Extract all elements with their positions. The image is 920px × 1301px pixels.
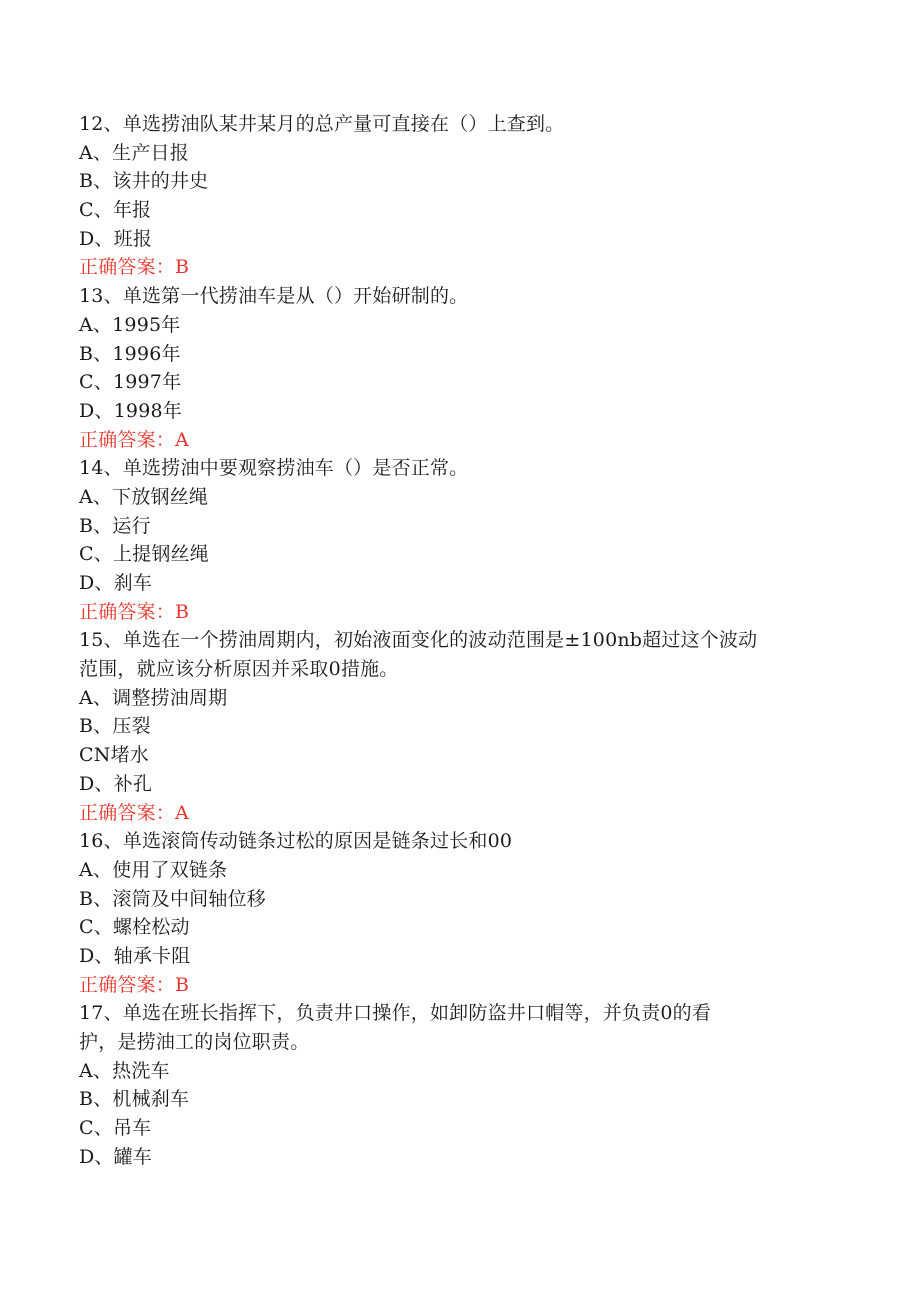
option-c: C、1997年 bbox=[79, 371, 182, 394]
option-b: B、滚筒及中间轴位移 bbox=[79, 887, 266, 910]
option-d: D、罐车 bbox=[79, 1145, 153, 1168]
question-17 bbox=[79, 999, 849, 1171]
option-b: B、1996年 bbox=[79, 342, 181, 365]
option-d: D、班报 bbox=[79, 227, 153, 250]
correct-answer: 正确答案：A bbox=[79, 428, 189, 451]
question-stem: 13、单选第一代捞油车是从（）开始研制的。 bbox=[79, 285, 469, 308]
question-stem-line-1: 17、单选在班长指挥下，负责井口操作，如卸防盗井口帽等，并负责0的看 bbox=[79, 1002, 712, 1025]
option-a: A、生产日报 bbox=[79, 141, 189, 164]
correct-answer: 正确答案：A bbox=[79, 801, 189, 824]
option-c: C、上提钢丝绳 bbox=[79, 543, 209, 566]
option-b: B、该井的井史 bbox=[79, 170, 209, 193]
option-d: D、刹车 bbox=[79, 572, 153, 594]
question-stem: 16、单选滚筒传动链条过松的原因是链条过长和00 bbox=[79, 830, 513, 853]
question-document bbox=[79, 110, 849, 1171]
option-d: D、补孔 bbox=[79, 772, 153, 795]
option-a: A、热洗车 bbox=[79, 1059, 170, 1082]
option-d: D、轴承卡阻 bbox=[79, 944, 191, 967]
option-c: C、年报 bbox=[79, 199, 152, 222]
option-d: D、1998年 bbox=[79, 399, 182, 422]
question-stem: 14、单选捞油中要观察捞油车（）是否正常。 bbox=[79, 457, 469, 480]
question-14 bbox=[79, 454, 849, 626]
correct-answer: 正确答案：B bbox=[79, 256, 190, 279]
option-a: A、使用了双链条 bbox=[79, 858, 228, 881]
question-16 bbox=[79, 827, 849, 999]
option-a: A、下放钢丝绳 bbox=[79, 485, 209, 508]
question-12 bbox=[79, 110, 849, 282]
option-b: B、压裂 bbox=[79, 715, 151, 738]
option-c: CN堵水 bbox=[79, 744, 149, 767]
correct-answer: 正确答案：B bbox=[79, 973, 190, 996]
option-b: B、机械刹车 bbox=[79, 1088, 190, 1111]
option-b: B、运行 bbox=[79, 514, 151, 537]
option-c: C、螺栓松动 bbox=[79, 916, 190, 939]
correct-answer: 正确答案：B bbox=[79, 600, 190, 623]
option-c: C、吊车 bbox=[79, 1117, 152, 1140]
question-stem-line-1: 15、单选在一个捞油周期内，初始液面变化的波动范围是±100nb超过这个波动 bbox=[79, 629, 758, 652]
option-a: A、调整捞油周期 bbox=[79, 686, 228, 709]
question-15 bbox=[79, 626, 849, 827]
question-stem-line-2: 范围，就应该分析原因并采取0措施。 bbox=[79, 658, 399, 681]
question-stem: 12、单选捞油队某井某月的总产量可直接在（）上查到。 bbox=[79, 113, 565, 135]
option-a: A、1995年 bbox=[79, 313, 181, 336]
question-13 bbox=[79, 282, 849, 454]
question-stem-line-2: 护，是捞油工的岗位职责。 bbox=[79, 1031, 310, 1053]
